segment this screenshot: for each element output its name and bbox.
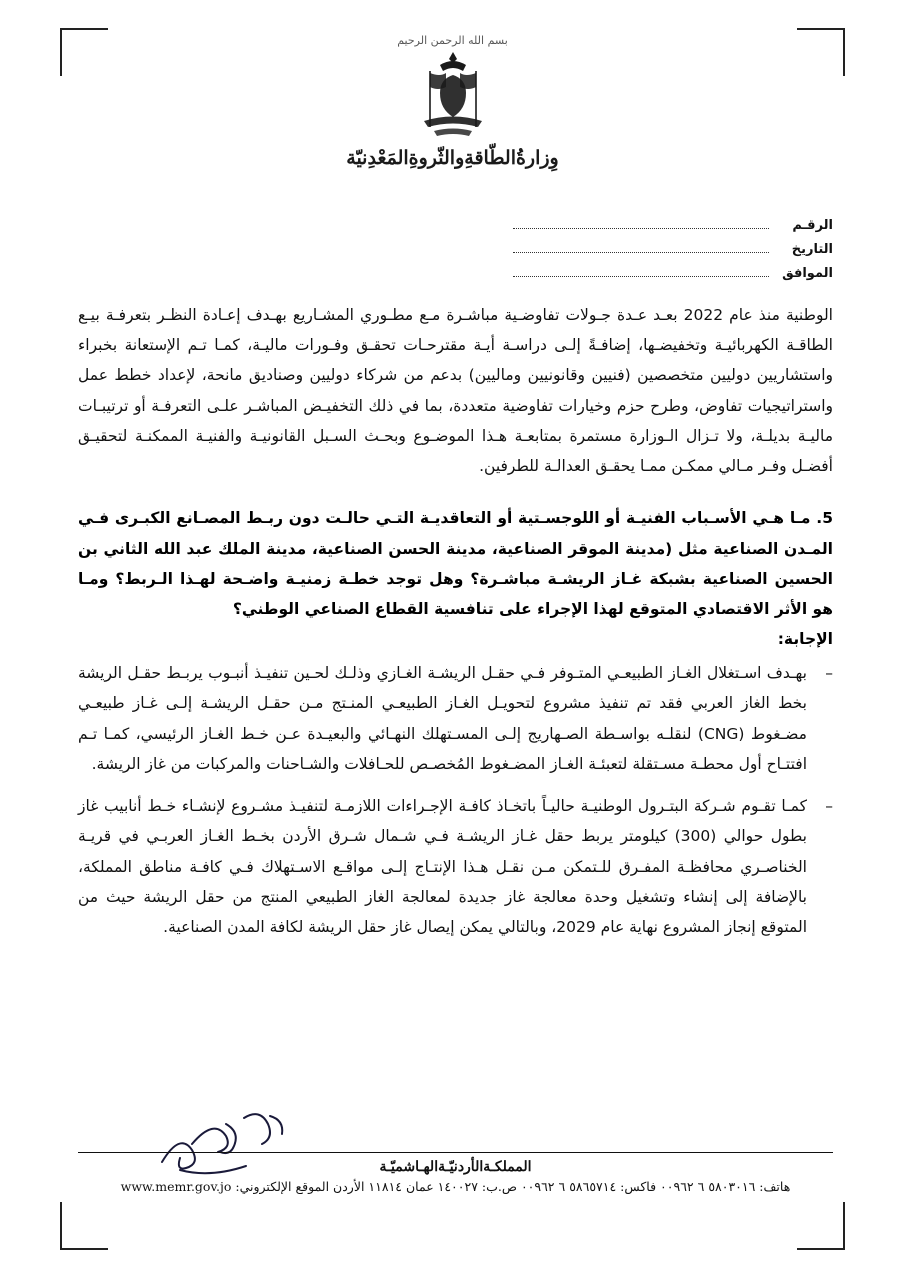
list-item [78,658,833,779]
page-border-corner [797,1248,845,1250]
dash-bullet-icon: – [825,664,833,683]
basmala-text: بسم الله الرحمن الرحيم [397,34,508,47]
ministry-name: وِزارةُالطّاقةِوالثّروةِالمَعْدِنيّة [346,147,559,169]
list-item-text: كمـا تقـوم شـركة البتـرول الوطنيـة حاليـاً باتخـاذ كافـة الإجـراءات اللازمـة لتنفيـذ مشـروع لإنشـاء خـط أنابيب غاز بطول حوالي (300) كيلومتر يربط حقل غـاز الريشـة فـي شـمال شـرق الأردن بخـط الغـاز العربـي في قريـة الخناصـري محافظـة المفـرق للـتمكن مـن نقـل هـذا الإنتـاج إلـى مواقـع الاسـتهلاك فـي كافـة مناطق المملكة، بالإضافة إلى إنشاء وتشغيل وحدة معالجة غاز جديدة لمعالجة الغاز الطبيعي المنتج من حقل الريشة حيث من المتوقع إنجاز المشروع نهاية عام 2029، وبالتالي يمكن إيصال غاز حقل الريشة لكافة المدن الصناعية. [78,797,807,936]
question-5: 5. مـا هـي الأسـباب الفنيـة أو اللوجسـتية أو التعاقديـة التـي حالـت دون ربـط المصـانع الكبـرى فـي المـدن الصناعية مثل (مدينة الموقر الصناعية، مدينة الحسن الصناعية، مدينة الملك عبد الله الثاني بن الحسين الصناعية بشبكة غـاز الريشـة مباشـرة؟ وهل توجد خطـة زمنيـة واضـحة لهـذا الـربط؟ ومـا هو الأثر الاقتصادي المتوقع لهذا الإجراء على تنافسية القطاع الصناعي الوطني؟ [78,509,833,618]
footer-divider [78,1152,833,1153]
paragraph-continued: الوطنية منذ عام 2022 بعـد عـدة جـولات تفاوضـية مباشـرة مـع مطـوري المشـاريع بهـدف إعـادة النظـر بتعرفـة بيـع الطاقـة الكهربائيـة وتخفيضـها، إضافـةً إلـى دراسـة أيـة مقترحـات تحقـق وفـورات ماليـة، كمـا تـم الإستعانة بخبراء واستشاريين دوليين متخصصين (فنيين وقانونيين وماليين) بدعم من شركاء دوليين وصناديق مانحة، لإعداد خطط عمل واستراتيجيات تفاوض، وطرح حزم وخيارات تفاوضية متعددة، بما في ذلك التخفيـض المباشـر علـى التعرفـة أو ترتيبـات ماليـة بديلـة، ولا تـزال الـوزارة مستمرة بمتابعـة هـذا الموضـوع وبحـث السـبل القانونيـة والفنيـة الممكنـة لتحقيـق أفضـل وفـر مـالي ممكـن ممـا يحقـق العدالـة للطرفين. [78,306,833,476]
dash-bullet-icon: – [825,797,833,816]
meta-row-number [513,218,833,233]
page-border-corner [843,1202,845,1250]
document-meta-block [513,218,833,290]
page-border-corner [60,1202,62,1250]
page-border-corner [797,28,845,30]
meta-dots-hijri-date [513,275,769,277]
page-border-corner [60,1248,108,1250]
meta-dots-date [513,251,769,253]
meta-label-hijri-date: الموافق [782,266,833,281]
meta-row-date [513,242,833,257]
meta-label-date: التاريخ [791,242,833,257]
meta-row-hijri-date [513,266,833,281]
list-item [78,791,833,942]
page-border-corner [60,28,108,30]
meta-dots-number [513,227,769,229]
document-footer [78,1152,833,1194]
footer-website-link[interactable]: www.memr.gov.jo [120,1179,232,1194]
answer-label: الإجابة: [777,630,833,649]
document-body [78,300,833,954]
jordan-coat-of-arms-emblem [410,49,496,141]
footer-kingdom-title: المملكـةالأردنيّـةالهـاشميّـة [379,1159,532,1175]
letterhead [0,34,905,169]
answer-bullet-list [78,658,833,942]
meta-label-number: الرقـم [792,218,833,233]
footer-contact-line [78,1179,833,1194]
list-item-text: بهـدف اسـتغلال الغـاز الطبيعـي المتـوفر فـي حقـل الريشـة الغـازي وذلـك لحـين تنفيـذ أنبـوب يربـط حقـل الريشة بخط الغاز العربي فقد تم تنفيذ مشروع لتحويـل الغـاز الطبيعـي المنـتج مـن حقـل الريشـة إلـى غـاز طبيعـي مضـغوط (CNG) لنقلـه بواسـطة الصـهاريج إلـى المسـتهلك النهـائي والبعيـدة عـن خـط الغـاز الرئيسي، كمـا تـم افتتـاح أول محطـة مسـتقلة لتعبئـة الغـاز المضـغوط المُخصـص للحـافلات والشـاحنات والمركبات من غاز الريشة. [78,664,807,773]
footer-contact-text: هاتف: ٥٨٠٣٠١٦ ٦ ٠٠٩٦٢ فاكس: ٥٨٦٥٧١٤ ٦ ٠٠٩٦٢ ص.ب: ١٤٠٠٢٧ عمان ١١٨١٤ الأردن الموقع الإلكتروني: [235,1179,791,1194]
